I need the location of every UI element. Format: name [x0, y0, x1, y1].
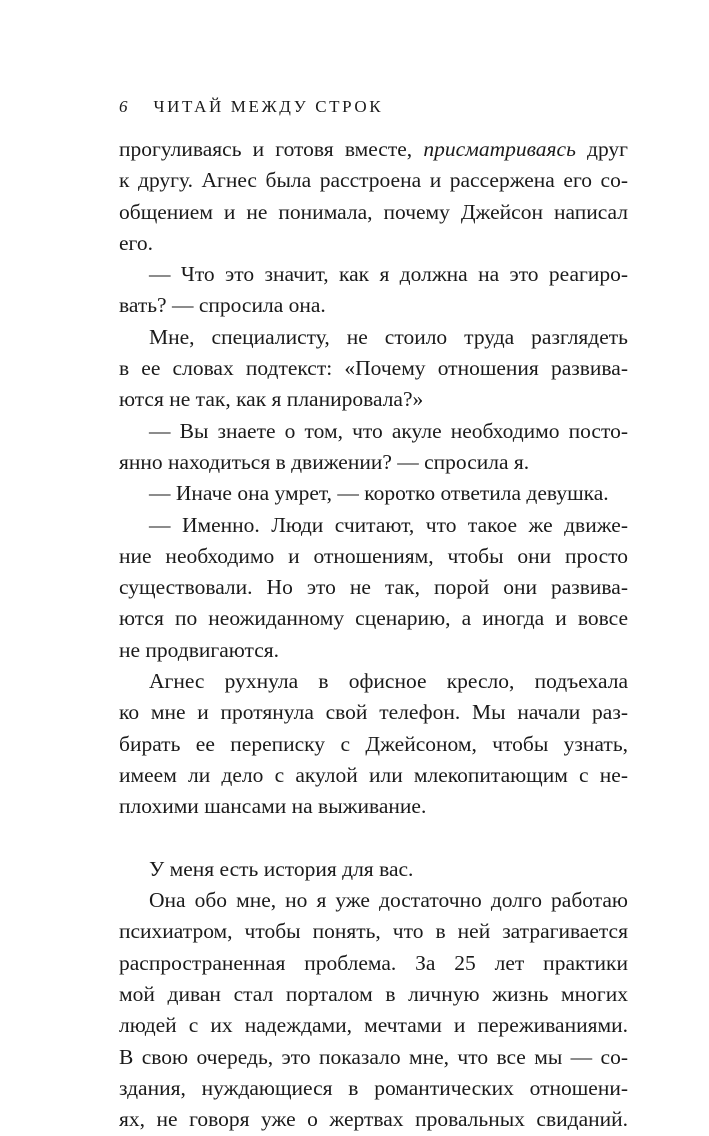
italic-emphasis: присматриваясь	[423, 137, 576, 161]
text-line: — Именно. Люди считают, что такое же движе-	[149, 512, 628, 537]
text-line: — Иначе она умрет, — коротко ответила девушка.	[149, 481, 609, 506]
text-line: Она обо мне, но я уже достаточно долго работаю	[149, 888, 628, 913]
text-line: ются не так, как я планировала?»	[119, 387, 424, 412]
text-line: в ее словах подтекст: «Почему отношения развива-	[119, 356, 628, 381]
text-line: — Вы знаете о том, что акуле необходимо посто-	[149, 418, 628, 443]
paragraph-break	[119, 823, 628, 854]
text-line: У меня есть история для вас.	[149, 856, 414, 881]
text-line: его.	[119, 230, 153, 255]
body-text	[119, 134, 628, 1136]
book-title: ЧИТАЙ МЕЖДУ СТРОК	[153, 97, 384, 116]
text-line: бирать ее переписку с Джейсоном, чтобы узнать,	[119, 731, 628, 756]
text-line: В свою очередь, это показало мне, что все мы — со-	[119, 1044, 628, 1069]
text-line: вать? — спросила она.	[119, 293, 326, 318]
text-line: ко мне и протянула свой телефон. Мы начали раз-	[119, 700, 628, 725]
text-line: ях, не говоря уже о жертвах провальных свиданий.	[119, 1107, 628, 1132]
text-line: имеем ли дело с акулой или млекопитающим с не-	[119, 762, 628, 787]
text-fragment: друг	[587, 137, 629, 161]
page-number: 6	[119, 97, 128, 116]
text-line: ние необходимо и отношениям, чтобы они просто	[119, 543, 628, 568]
text-line: общением и не понимала, почему Джейсон написал	[119, 199, 628, 224]
text-line: плохими шансами на выживание.	[119, 794, 427, 819]
text-line: существовали. Но это не так, порой они развива-	[119, 575, 628, 600]
text-line: распространенная проблема. За 25 лет практики	[119, 950, 628, 975]
text-line: Мне, специалисту, не стоило труда разглядеть	[149, 324, 628, 349]
text-line: здания, нуждающиеся в романтических отношени-	[119, 1075, 628, 1100]
text-line: к другу. Агнес была расстроена и рассержена его со-	[119, 168, 628, 193]
text-line: психиатром, чтобы понять, что в ней затрагивается	[119, 919, 628, 944]
text-line: не продвигаются.	[119, 637, 280, 662]
text-fragment: прогуливаясь и готовя вместе,	[119, 137, 413, 161]
text-line	[119, 134, 628, 165]
text-line: Агнес рухнула в офисное кресло, подъехала	[149, 669, 628, 694]
text-line: мой диван стал порталом в личную жизнь многих	[119, 982, 628, 1007]
text-line: людей с их надеждами, мечтами и переживаниями.	[119, 1013, 628, 1038]
text-line: янно находиться в движении? — спросила я.	[119, 449, 530, 474]
running-head	[119, 97, 383, 117]
text-line: ются по неожиданному сценарию, а иногда и вовсе	[119, 606, 628, 631]
text-line: — Что это значит, как я должна на это реагиро-	[149, 262, 628, 287]
